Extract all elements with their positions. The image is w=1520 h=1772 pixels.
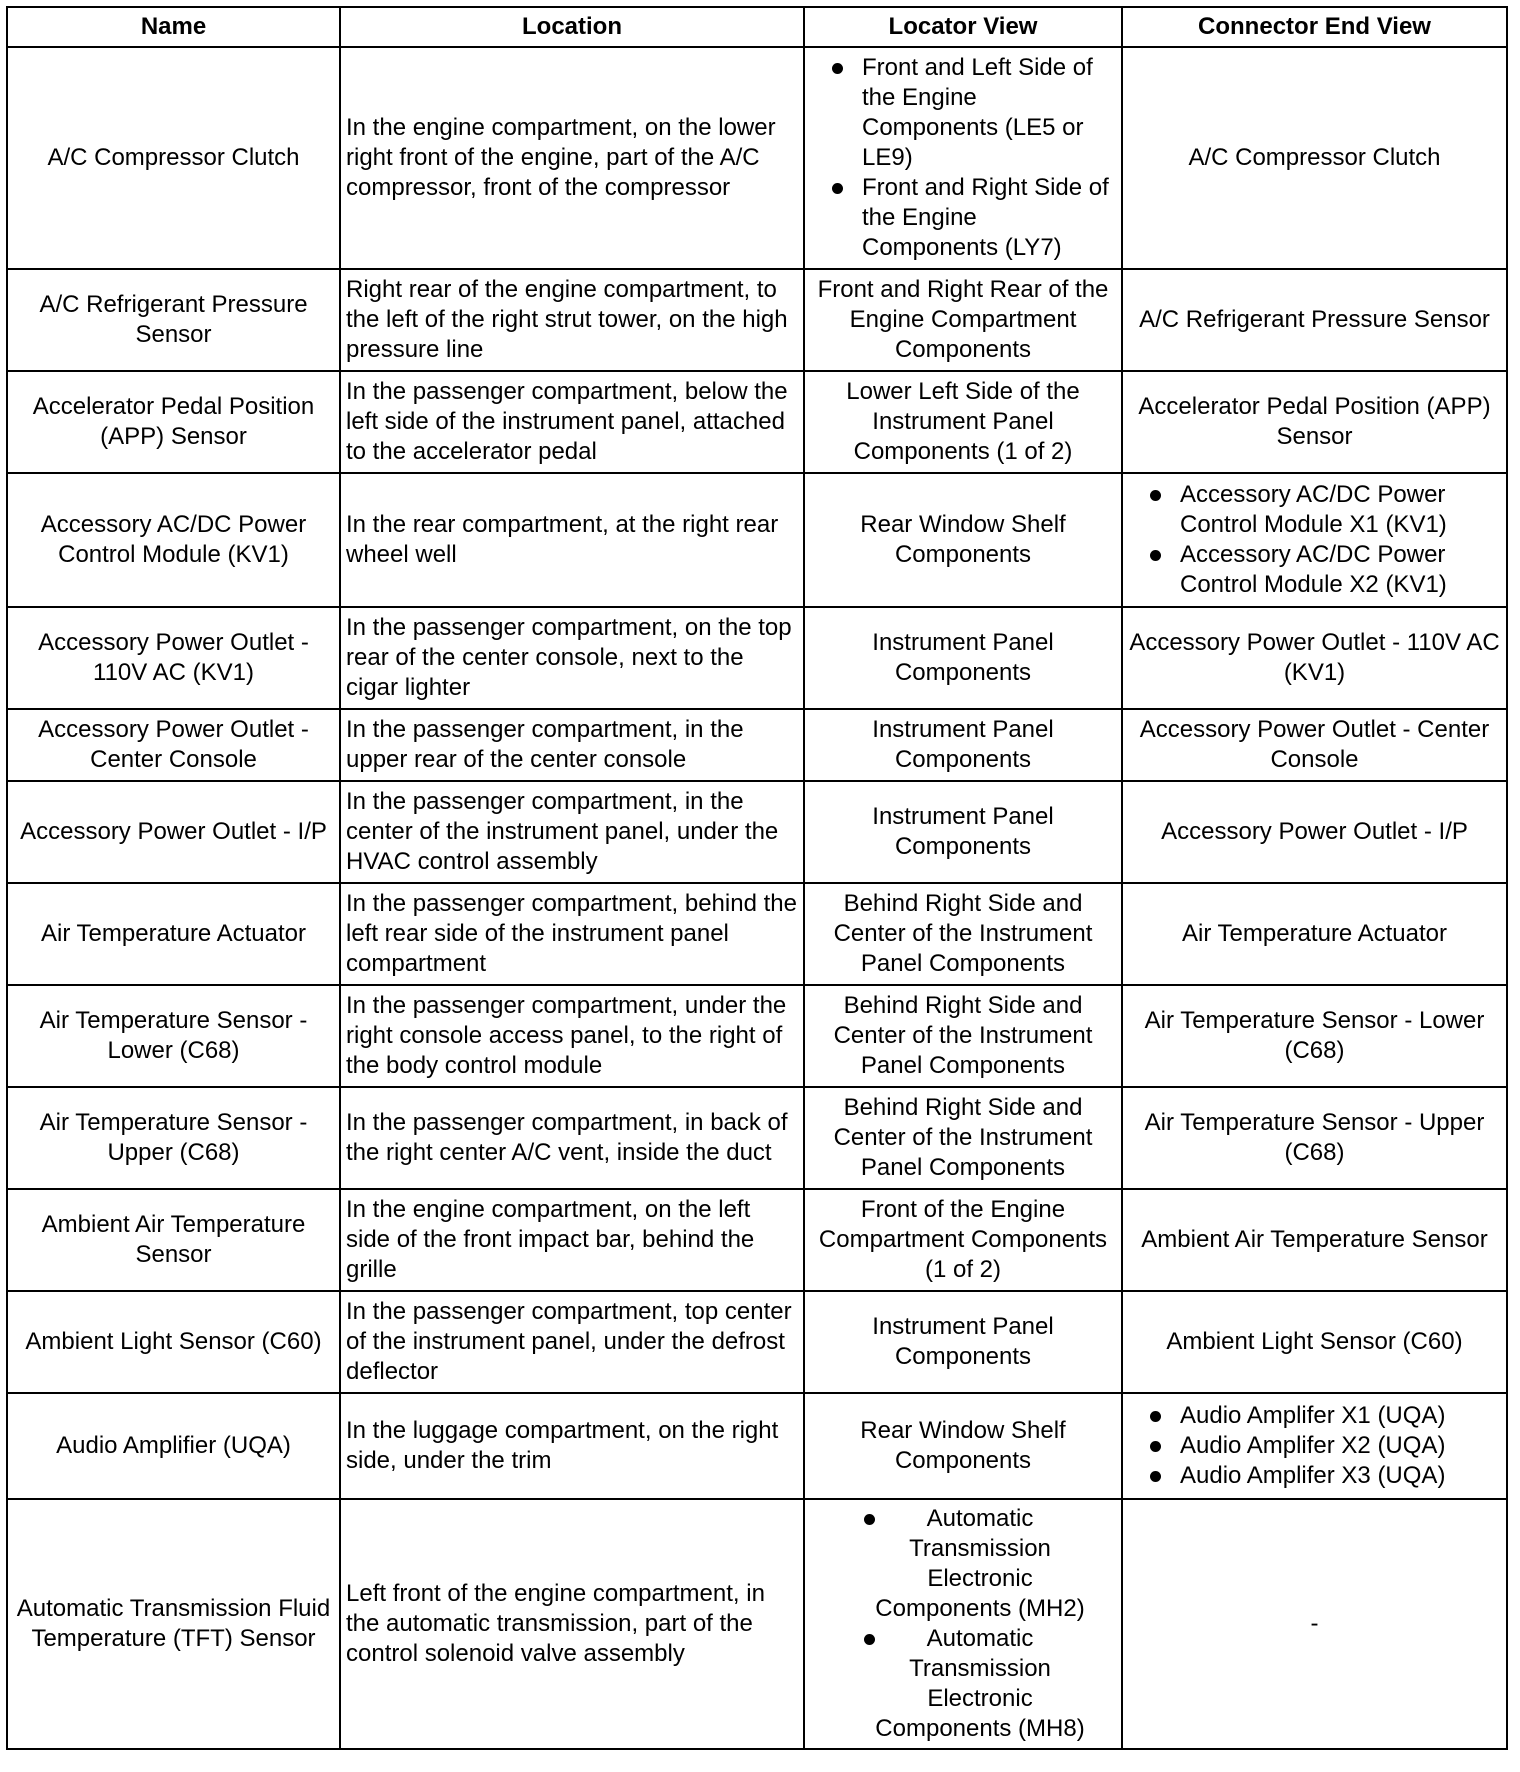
header-row xyxy=(7,7,1507,47)
cell-name: A/C Refrigerant Pressure Sensor xyxy=(7,269,340,371)
cell-name: Air Temperature Actuator xyxy=(7,883,340,985)
locator-view-list xyxy=(810,53,1116,263)
cell-name: Accelerator Pedal Position (APP) Sensor xyxy=(7,371,340,473)
table-row xyxy=(7,1189,1507,1291)
list-item: Audio Amplifer X2 (UQA) xyxy=(1128,1431,1501,1461)
cell-connector: A/C Refrigerant Pressure Sensor xyxy=(1122,269,1507,371)
cell-location: In the engine compartment, on the lower right front of the engine, part of the A/C compressor, front of the compressor xyxy=(340,47,804,269)
cell-locator-view: Front of the Engine Compartment Components (1 of 2) xyxy=(804,1189,1122,1291)
table-row xyxy=(7,1087,1507,1189)
cell-name: Accessory Power Outlet - 110V AC (KV1) xyxy=(7,607,340,709)
cell-connector xyxy=(1122,1393,1507,1499)
cell-location: In the luggage compartment, on the right side, under the trim xyxy=(340,1393,804,1499)
cell-location: In the passenger compartment, on the top rear of the center console, next to the cigar lighter xyxy=(340,607,804,709)
list-item: Accessory AC/DC Power Control Module X1 (KV1) xyxy=(1128,480,1501,540)
cell-location: In the passenger compartment, behind the left rear side of the instrument panel compartment xyxy=(340,883,804,985)
cell-location: In the passenger compartment, in the center of the instrument panel, under the HVAC control assembly xyxy=(340,781,804,883)
header-name: Name xyxy=(7,7,340,47)
list-item: Front and Left Side of the Engine Components (LE5 or LE9) xyxy=(810,53,1116,173)
cell-location: In the passenger compartment, in back of the right center A/C vent, inside the duct xyxy=(340,1087,804,1189)
cell-name: Ambient Light Sensor (C60) xyxy=(7,1291,340,1393)
table-row xyxy=(7,1393,1507,1499)
connector-list xyxy=(1128,1401,1501,1491)
table-row xyxy=(7,709,1507,781)
cell-locator-view: Behind Right Side and Center of the Instrument Panel Components xyxy=(804,883,1122,985)
list-item: Front and Right Side of the Engine Components (LY7) xyxy=(810,173,1116,263)
cell-name: Audio Amplifier (UQA) xyxy=(7,1393,340,1499)
header-location: Location xyxy=(340,7,804,47)
cell-locator-view: Instrument Panel Components xyxy=(804,709,1122,781)
cell-location: In the passenger compartment, in the upper rear of the center console xyxy=(340,709,804,781)
cell-connector: Air Temperature Sensor - Upper (C68) xyxy=(1122,1087,1507,1189)
cell-name: Air Temperature Sensor - Upper (C68) xyxy=(7,1087,340,1189)
header-connector-end-view: Connector End View xyxy=(1122,7,1507,47)
cell-name: Ambient Air Temperature Sensor xyxy=(7,1189,340,1291)
cell-connector: Accessory Power Outlet - Center Console xyxy=(1122,709,1507,781)
table-row xyxy=(7,781,1507,883)
cell-location: In the passenger compartment, below the left side of the instrument panel, attached to the accelerator pedal xyxy=(340,371,804,473)
list-item: Accessory AC/DC Power Control Module X2 (KV1) xyxy=(1128,540,1501,600)
table-row xyxy=(7,1499,1507,1749)
cell-connector: - xyxy=(1122,1499,1507,1749)
list-item: Automatic Transmission Electronic Components (MH2) xyxy=(838,1504,1088,1624)
cell-locator-view: Front and Right Rear of the Engine Compartment Components xyxy=(804,269,1122,371)
table-row xyxy=(7,47,1507,269)
table-row xyxy=(7,371,1507,473)
list-item: Automatic Transmission Electronic Components (MH8) xyxy=(838,1624,1088,1744)
cell-connector: Air Temperature Sensor - Lower (C68) xyxy=(1122,985,1507,1087)
list-item: Audio Amplifer X3 (UQA) xyxy=(1128,1461,1501,1491)
connector-list xyxy=(1128,480,1501,600)
cell-name: Accessory AC/DC Power Control Module (KV1) xyxy=(7,473,340,607)
cell-locator-view: Instrument Panel Components xyxy=(804,1291,1122,1393)
cell-locator-view: Rear Window Shelf Components xyxy=(804,473,1122,607)
cell-location: Right rear of the engine compartment, to the left of the right strut tower, on the high pressure line xyxy=(340,269,804,371)
cell-connector: Accessory Power Outlet - I/P xyxy=(1122,781,1507,883)
cell-connector: Ambient Light Sensor (C60) xyxy=(1122,1291,1507,1393)
table-row xyxy=(7,985,1507,1087)
component-locator-table xyxy=(6,6,1508,1750)
cell-locator-view: Behind Right Side and Center of the Instrument Panel Components xyxy=(804,985,1122,1087)
table-row xyxy=(7,473,1507,607)
table-row xyxy=(7,883,1507,985)
cell-name: Automatic Transmission Fluid Temperature (TFT) Sensor xyxy=(7,1499,340,1749)
cell-locator-view: Instrument Panel Components xyxy=(804,607,1122,709)
cell-locator-view: Instrument Panel Components xyxy=(804,781,1122,883)
cell-locator-view: Behind Right Side and Center of the Instrument Panel Components xyxy=(804,1087,1122,1189)
cell-location: In the rear compartment, at the right rear wheel well xyxy=(340,473,804,607)
cell-location: In the engine compartment, on the left side of the front impact bar, behind the grille xyxy=(340,1189,804,1291)
table-row xyxy=(7,1291,1507,1393)
table-row xyxy=(7,607,1507,709)
locator-view-list xyxy=(838,1504,1088,1744)
cell-connector xyxy=(1122,473,1507,607)
cell-locator-view xyxy=(804,47,1122,269)
cell-location: In the passenger compartment, top center of the instrument panel, under the defrost deflector xyxy=(340,1291,804,1393)
list-item: Audio Amplifer X1 (UQA) xyxy=(1128,1401,1501,1431)
cell-connector: A/C Compressor Clutch xyxy=(1122,47,1507,269)
cell-connector: Accessory Power Outlet - 110V AC (KV1) xyxy=(1122,607,1507,709)
cell-connector: Air Temperature Actuator xyxy=(1122,883,1507,985)
cell-location: Left front of the engine compartment, in the automatic transmission, part of the control solenoid valve assembly xyxy=(340,1499,804,1749)
cell-location: In the passenger compartment, under the right console access panel, to the right of the body control module xyxy=(340,985,804,1087)
cell-connector: Ambient Air Temperature Sensor xyxy=(1122,1189,1507,1291)
cell-locator-view: Rear Window Shelf Components xyxy=(804,1393,1122,1499)
table-row xyxy=(7,269,1507,371)
cell-locator-view xyxy=(804,1499,1122,1749)
cell-name: A/C Compressor Clutch xyxy=(7,47,340,269)
header-locator-view: Locator View xyxy=(804,7,1122,47)
cell-name: Air Temperature Sensor - Lower (C68) xyxy=(7,985,340,1087)
cell-name: Accessory Power Outlet - I/P xyxy=(7,781,340,883)
cell-name: Accessory Power Outlet - Center Console xyxy=(7,709,340,781)
cell-locator-view: Lower Left Side of the Instrument Panel Components (1 of 2) xyxy=(804,371,1122,473)
cell-connector: Accelerator Pedal Position (APP) Sensor xyxy=(1122,371,1507,473)
